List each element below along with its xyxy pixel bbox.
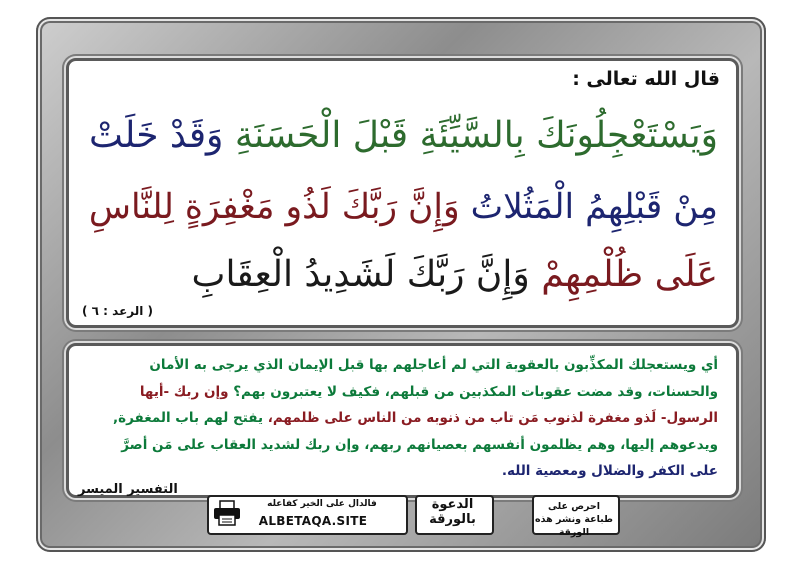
tafsir-line-5: على الكفر والضلال ومعصية الله.	[501, 463, 718, 479]
tafsir-source: التفسير الميسر	[78, 482, 178, 497]
verse-line-3-part-2: وَإِنَّ رَبَّكَ لَشَدِيدُ الْعِقَابِ	[191, 254, 542, 295]
verse-line-1	[88, 115, 718, 156]
verse-reference: ( الرعد : ٦ )	[82, 304, 154, 318]
tafsir-line-4: ويدعوهم إليها، وهم يظلمون أنفسهم بعصيانهم ربهم، وإن ربك لشديد العقاب على مَن أصرَّ	[121, 436, 718, 453]
footer-saying: فالدال على الخير كفاعله	[267, 499, 377, 509]
tafsir-line-3	[78, 405, 718, 432]
tafsir-line-2a: والحسنات، وقد مضت عقوبات المكذبين من قبلهم، فكيف لا يعتبرون بهم؟	[233, 383, 718, 400]
verse-line-2-part-2: وَإِنَّ رَبَّكَ لَذُو مَغْفِرَةٍ لِلنَّاسِ	[88, 187, 471, 227]
verse-line-3	[191, 254, 718, 295]
tafsir-line-2	[78, 379, 718, 406]
tafsir-line-3b: يفتح لهم باب المغفرة,	[113, 410, 268, 426]
tafsir-line-1: أي ويستعجلك المكذِّبون بالعقوبة التي لم أعاجلهم بها قبل الإيمان الذي يرجى به الأمان	[149, 357, 718, 373]
verse-intro: قال الله تعالى :	[572, 68, 720, 90]
site-logo: الدعوة بالورقة	[429, 497, 476, 527]
printer-icon	[212, 500, 242, 526]
verse-line-3-part-1: عَلَى ظُلْمِهِمْ	[541, 254, 718, 295]
verse-line-1-part-1: وَيَسْتَعْجِلُونَكَ بِالسَّيِّئَةِ قَبْلَ الْحَسَنَةِ	[234, 115, 718, 156]
footer-site: ALBETAQA.SITE	[258, 514, 368, 528]
tafsir-text	[78, 352, 718, 485]
footer-print-note: احرص على طباعة ونشر هذه الورقة	[535, 501, 613, 538]
tafsir-line-3a: الرسول- لَذو مغفرة لذنوب مَن تاب من ذنوبه من الناس على ظلمهم،	[267, 410, 718, 426]
tafsir-line-2b: وإن ربك -أيها	[139, 383, 234, 400]
verse-line-2	[88, 187, 718, 227]
verse-line-2-part-1: مِنْ قَبْلِهِمُ الْمَثُلاتُ	[470, 187, 718, 227]
verse-line-1-part-2: وَقَدْ خَلَتْ	[88, 115, 235, 156]
